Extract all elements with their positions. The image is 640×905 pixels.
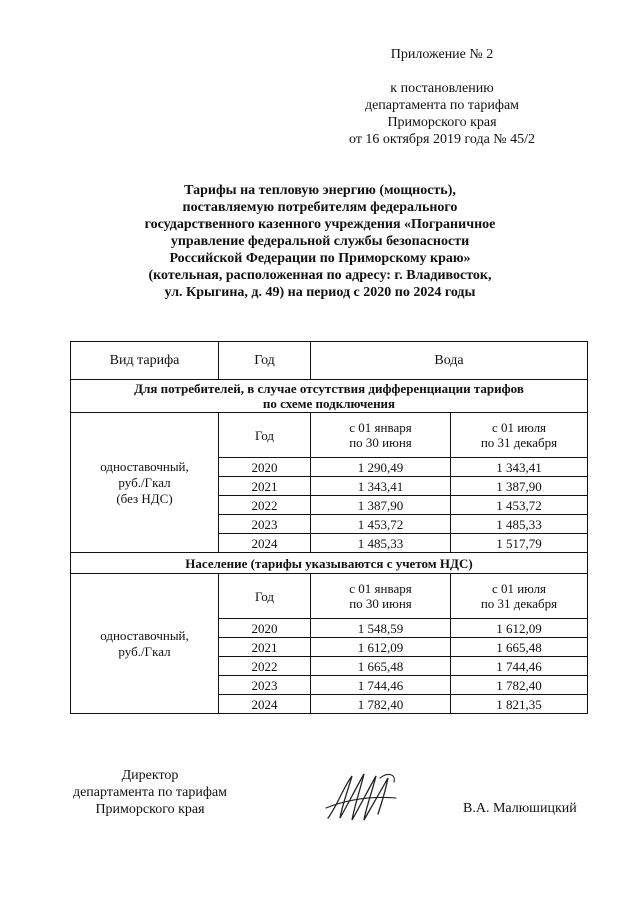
tariff-h2-cell: 1 821,35 (451, 695, 588, 714)
tariff-h1-cell: 1 744,46 (311, 676, 451, 695)
header-tariff-type: Вид тарифа (71, 342, 219, 380)
period-second-half (451, 574, 588, 619)
period-header-row (71, 413, 588, 458)
tariff-h1-cell: 1 485,33 (311, 534, 451, 553)
tariff-h2-cell: 1 612,09 (451, 619, 588, 638)
title-line: Российской Федерации по Приморскому краю» (169, 251, 471, 266)
tariff-type-line: руб./Гкал (118, 474, 171, 490)
period-first-half (311, 574, 451, 619)
tariff-h2-cell: 1 343,41 (451, 458, 588, 477)
section-heading-line: по схеме подключения (262, 396, 396, 411)
period-line: с 01 января (349, 581, 412, 596)
section-heading-line: Население (тарифы указываются с учетом НДС) (185, 555, 473, 571)
title-line: ул. Крыгина, д. 49) на период с 2020 по 2024 годы (164, 285, 476, 300)
tariff-h1-cell: 1 453,72 (311, 515, 451, 534)
section-heading-row (71, 380, 588, 413)
period-line: по 31 декабря (480, 596, 558, 611)
position-line: Директор (121, 768, 179, 783)
title-line: поставляемую потребителям федерального (182, 200, 458, 215)
year-cell: 2021 (219, 638, 311, 657)
tariff-type-cell (71, 413, 219, 553)
tariff-h1-cell: 1 290,49 (311, 458, 451, 477)
tariff-h1-cell: 1 387,90 (311, 496, 451, 515)
year-cell: 2022 (219, 496, 311, 515)
appendix-line: к постановлению (390, 81, 494, 96)
period-first-half (311, 413, 451, 458)
tariff-table (70, 341, 588, 714)
year-cell: 2023 (219, 515, 311, 534)
title-line: (котельная, расположенная по адресу: г. Владивосток, (148, 268, 492, 283)
signatory-position (60, 767, 240, 818)
appendix-line: департамента по тарифам (364, 98, 520, 113)
tariff-h2-cell: 1 782,40 (451, 676, 588, 695)
title-line: управление федеральной службы безопасности (170, 234, 470, 249)
section-heading (71, 380, 588, 413)
appendix-line: от 16 октября 2019 года № 45/2 (348, 132, 536, 147)
year-cell: 2023 (219, 676, 311, 695)
tariff-h2-cell: 1 665,48 (451, 638, 588, 657)
tariff-type-line: одноставочный, (100, 458, 189, 474)
tariff-h1-cell: 1 548,59 (311, 619, 451, 638)
appendix-block (322, 46, 562, 148)
appendix-number: Приложение № 2 (390, 47, 494, 62)
tariff-type-cell (71, 574, 219, 714)
section-heading-line: Для потребителей, в случае отсутствия дифференциации тарифов (134, 381, 524, 396)
tariff-h1-cell: 1 612,09 (311, 638, 451, 657)
period-line: по 31 декабря (480, 435, 558, 450)
period-line: с 01 июля (491, 420, 547, 435)
period-header-row (71, 574, 588, 619)
year-subheader: Год (219, 574, 311, 619)
tariff-h1-cell: 1 343,41 (311, 477, 451, 496)
position-line: Приморского края (95, 802, 205, 817)
signer-name: В.А. Малюшицкий (463, 801, 577, 816)
tariff-h2-cell: 1 387,90 (451, 477, 588, 496)
year-cell: 2022 (219, 657, 311, 676)
table-header-row (71, 342, 588, 380)
handwritten-signature (322, 768, 402, 828)
year-cell: 2020 (219, 619, 311, 638)
appendix-line: Приморского края (387, 115, 497, 130)
title-line: государственного казенного учреждения «Пограничное (144, 217, 496, 232)
tariff-type-line: одноставочный, (100, 627, 189, 643)
period-line: с 01 июля (491, 581, 547, 596)
period-second-half (451, 413, 588, 458)
tariff-type-line: руб./Гкал (118, 643, 171, 659)
section-heading-row (71, 553, 588, 574)
period-line: по 30 июня (349, 435, 412, 450)
year-cell: 2024 (219, 695, 311, 714)
tariff-h1-cell: 1 782,40 (311, 695, 451, 714)
section-heading (71, 553, 588, 574)
period-line: по 30 июня (349, 596, 412, 611)
tariff-type-line: (без НДС) (116, 490, 173, 506)
year-cell: 2024 (219, 534, 311, 553)
year-subheader: Год (219, 413, 311, 458)
header-water: Вода (311, 342, 588, 380)
tariff-h2-cell: 1 485,33 (451, 515, 588, 534)
period-line: с 01 января (349, 420, 412, 435)
year-cell: 2020 (219, 458, 311, 477)
position-line: департамента по тарифам (72, 785, 228, 800)
tariff-h2-cell: 1 744,46 (451, 657, 588, 676)
header-year: Год (219, 342, 311, 380)
year-cell: 2021 (219, 477, 311, 496)
tariff-h2-cell: 1 517,79 (451, 534, 588, 553)
tariff-h1-cell: 1 665,48 (311, 657, 451, 676)
tariff-h2-cell: 1 453,72 (451, 496, 588, 515)
document-title (60, 182, 580, 301)
title-line: Тарифы на тепловую энергию (мощность), (184, 183, 456, 198)
